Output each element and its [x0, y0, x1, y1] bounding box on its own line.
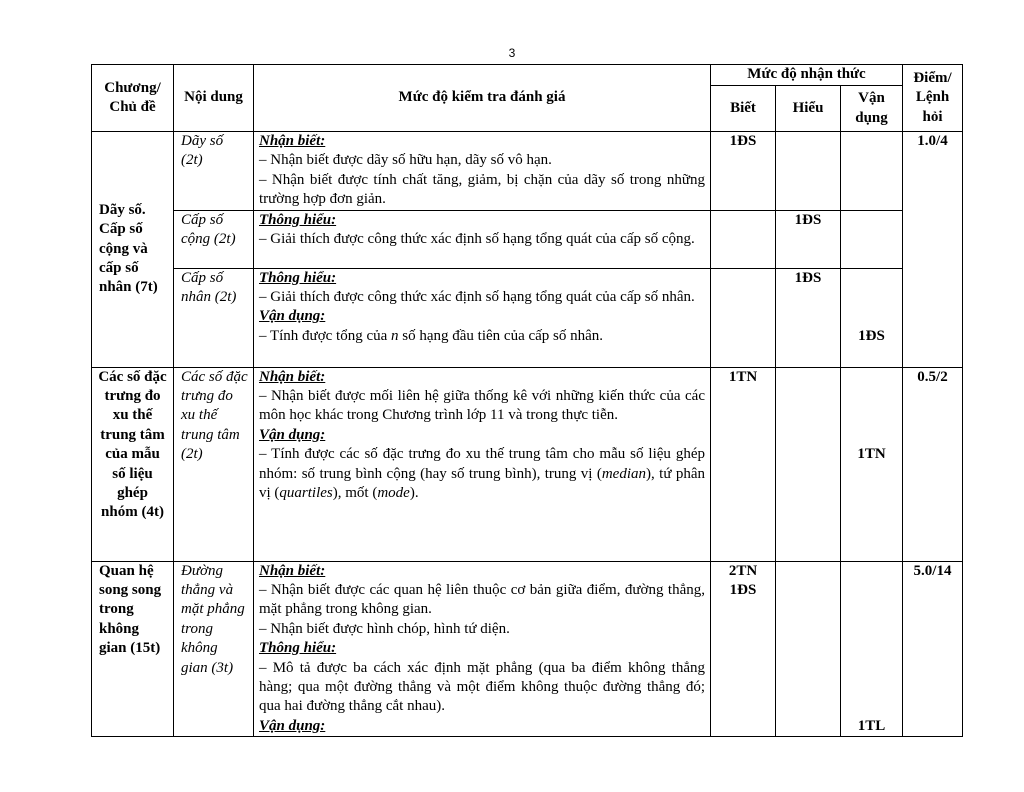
- page-number: 3: [508, 46, 516, 60]
- know-cell: [711, 210, 776, 268]
- understand-cell: 1ĐS: [776, 268, 841, 367]
- table-row: [92, 132, 963, 211]
- criteria-line: – Nhận biết được mối liên hệ giữa thống kê với những kiến thức của các môn học khác trong Chương trình lớp 11 và trong thực tiễn.: [259, 388, 705, 424]
- content-cell: Cấp số nhân (2t): [174, 268, 254, 367]
- header-score: Điểm/ Lệnh hỏi: [903, 65, 963, 132]
- level-label: Nhận biết:: [259, 133, 326, 149]
- header-topic: Chương/ Chủ đề: [92, 65, 174, 132]
- criteria-term: median: [601, 465, 647, 482]
- criteria-line: – Mô tả được ba cách xác định mặt phẳng (qua ba điểm không thẳng hàng; qua một đường thẳng và một điểm không thuộc đường thẳng đó; qua hai đường thẳng cắt nhau).: [259, 659, 705, 715]
- criteria-text: – Tính được các số đặc trưng đo xu thế trung tâm cho mẫu số liệu ghép nhóm: số trung bình cộng (hay số trung bình), trung vị (: [259, 446, 705, 482]
- criteria-cell: [254, 210, 711, 268]
- header-criteria: Mức độ kiểm tra đánh giá: [254, 65, 711, 132]
- apply-cell: [841, 132, 903, 211]
- content-cell: Dãy số (2t): [174, 132, 254, 211]
- criteria-line: – Giải thích được công thức xác định số hạng tổng quát của cấp số cộng.: [259, 231, 695, 248]
- level-label: Thông hiểu:: [259, 211, 337, 228]
- know-cell: 1TN: [711, 367, 776, 561]
- criteria-text: – Tính được tổng của: [259, 327, 392, 344]
- table-row: [92, 561, 963, 737]
- understand-cell: [776, 561, 841, 737]
- header-understand: Hiểu: [776, 86, 841, 132]
- table-row: [92, 268, 963, 367]
- criteria-line: – Nhận biết được tính chất tăng, giảm, bị chặn của dãy số trong những trường hợp đơn giản.: [259, 171, 705, 208]
- score-cell: 1.0/4: [903, 132, 963, 368]
- score-cell: 0.5/2: [903, 367, 963, 561]
- level-label: Vận dụng:: [259, 308, 326, 325]
- content-cell: Đường thẳng và mặt phẳng trong không gian (3t): [174, 561, 254, 737]
- know-value: 1ĐS: [729, 582, 757, 599]
- level-label: Thông hiểu:: [259, 640, 337, 657]
- criteria-line: [259, 445, 705, 503]
- table-row: [92, 367, 963, 561]
- exam-matrix-table: [91, 64, 963, 737]
- content-cell: Cấp số cộng (2t): [174, 210, 254, 268]
- know-cell: [711, 561, 776, 737]
- know-cell: 1ĐS: [711, 132, 776, 211]
- level-label: Vận dụng:: [259, 717, 326, 734]
- criteria-text: ).: [409, 485, 419, 502]
- criteria-term: quartiles: [279, 485, 333, 502]
- understand-cell: [776, 132, 841, 211]
- level-label: Nhận biết:: [259, 368, 326, 385]
- apply-cell: 1TN: [841, 367, 903, 561]
- header-cognitive-level: Mức độ nhận thức: [711, 65, 903, 86]
- criteria-line: – Nhận biết được hình chóp, hình tứ diện.: [259, 620, 510, 637]
- header-apply: Vận dụng: [841, 86, 903, 132]
- know-cell: [711, 268, 776, 367]
- understand-cell: [776, 367, 841, 561]
- criteria-term: mode: [377, 485, 410, 502]
- header-know: Biết: [711, 86, 776, 132]
- criteria-var: n: [391, 327, 399, 344]
- criteria-text: số hạng đầu tiên của cấp số nhân.: [398, 327, 604, 344]
- content-cell: Các số đặc trưng đo xu thế trung tâm (2t): [174, 367, 254, 561]
- topic-cell: Dãy số. Cấp số cộng và cấp số nhân (7t): [92, 132, 174, 368]
- level-label: Thông hiểu:: [259, 269, 337, 286]
- topic-cell: Các số đặc trưng đo xu thế trung tâm của mẫu số liệu ghép nhóm (4t): [92, 367, 174, 561]
- criteria-text: ), mốt (: [332, 485, 378, 502]
- understand-cell: 1ĐS: [776, 210, 841, 268]
- criteria-text: ), tứ phân vị (: [259, 465, 705, 502]
- criteria-line: – Nhận biết được các quan hệ liên thuộc cơ bản giữa điểm, đường thẳng, mặt phẳng trong không gian.: [259, 582, 705, 618]
- criteria-cell: [254, 132, 711, 211]
- criteria-cell: [254, 268, 711, 367]
- criteria-cell: [254, 561, 711, 737]
- score-cell: 5.0/14: [903, 561, 963, 737]
- criteria-cell: [254, 367, 711, 561]
- criteria-line: – Nhận biết được dãy số hữu hạn, dãy số vô hạn.: [259, 152, 552, 169]
- apply-cell: 1TL: [841, 561, 903, 737]
- header-content: Nội dung: [174, 65, 254, 132]
- apply-cell: 1ĐS: [841, 268, 903, 367]
- know-value: 2TN: [728, 562, 758, 579]
- table-row: [92, 210, 963, 268]
- criteria-line: [259, 327, 705, 346]
- level-label: Vận dụng:: [259, 426, 326, 443]
- criteria-line: – Giải thích được công thức xác định số hạng tổng quát của cấp số nhân.: [259, 289, 695, 306]
- level-label: Nhận biết:: [259, 562, 326, 579]
- header-row-1: [92, 65, 963, 86]
- apply-cell: [841, 210, 903, 268]
- topic-cell: Quan hệ song song trong không gian (15t): [92, 561, 174, 737]
